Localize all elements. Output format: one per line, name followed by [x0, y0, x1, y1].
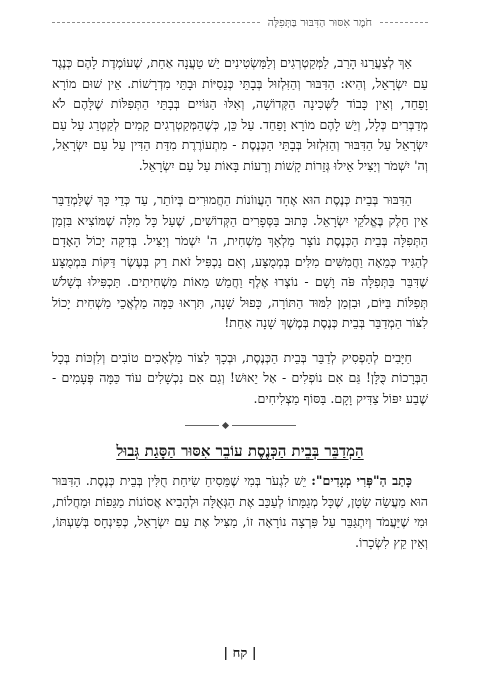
running-title: חֹמֶר אִסּוּר הַדִּבּוּר בַּתְּפִלָּה: [267, 16, 372, 29]
diamond-ornament-icon: [221, 422, 228, 429]
divider-line-left: [185, 425, 219, 426]
paragraph-2: הַדִּבּוּר בְּבֵית כְּנֶסֶת הוּא אֶחָד הָעֲווֹנוֹת הַחֲמוּרִים בְּיוֹתֵר, עַד כְּדֵי כָּךְ שֶׁלַּמְדַבֵּר אֵין חֵלֶק בֶּאֱלֹקֵי יִשְׂרָאֵל. כָּתוּב בַּסְּפָרִים הַקְּדוֹשִׁים, שֶׁעַל כָּל מִלָּה שֶׁמּוֹצִיא בִּזְמַן הַתְּפִלָּה בְּבֵית הַכְּנֶסֶת נוֹצָר מַלְאָךְ מַשְׁחִית, ה' יִשְׁמֹר וְיַצִּיל. בְּדִקָּה יָכוֹל הָאָדָם לְהַגִּיד כְּמֵאָה וַחֲמִשִּׁים מִלִּים בְּמְמֻצָּע, וְאִם נַכְפִּיל זֹאת רַק בְּעֶשֶׂר דַּקּוֹת בִּמְמֻצָּע שֶׁדִּבֵּר בַּתְּפִלָּה פֹּה וָשָׁם - נוֹצְרוּ אֶלֶף וַחֲמֵשׁ מֵאוֹת מַשְׁחִיתִים. תַּכְפִּילוּ בְּשָׁלֹשׁ תְּפִלּוֹת בַּיּוֹם, וּבִזְמַן לִמּוּד הַתּוֹרָה, כָּפוּל שָׁנָה, תִּרְאוּ כַּמָּה מַלְאֲכֵי מַשְׁחִית יָכוֹל לִצּוֹר הַמְדַבֵּר בְּבֵית כְּנֶסֶת בְּמֶשֶׁךְ שָׁנָה אַחַת!: [52, 192, 428, 330]
header-rule-left: [52, 22, 260, 23]
divider-line-right: [232, 425, 296, 426]
source-label: כָּתַב הַ"פְּרִי מְגָדִים":: [311, 473, 412, 488]
section-title: הַמְדַבֵּר בְּבֵית הַכְּנֶסֶת עוֹבֵר אִסּוּר הַסָּגַת גְּבוּל: [116, 442, 364, 460]
running-header: [52, 16, 428, 29]
section-paragraph: [52, 471, 428, 553]
section-divider: [52, 423, 428, 428]
page-number: | קח |: [223, 646, 257, 661]
paragraph-3: חַיָּבִים לְהַפְסִיק לְדַבֵּר בְּבֵית הַכְּנֶסֶת, וּבְכָךְ לִצּוֹר מַלְאָכִים טוֹבִים וְלִזְכּוֹת בְּכָל הַבְּרָכוֹת כֻּלָּן! גַּם אִם נוֹפְלִים - אַל יֵאוּשׁ! וְגַם אִם נִכְשָׁלִים עוֹד כַּמָּה פְּעָמִים - שֶׁבַע יִפּוֹל צַדִּיק וָקָם. בַּסּוֹף מַצְלִיחִים.: [52, 349, 428, 406]
section-body: יֵשׁ לִגְעֹר בְּמִי שֶׁמֵּסִיחַ שִׂיחַת חֻלִּין בְּבֵית כְּנֶסֶת. הַדִּבּוּר הוּא מַעֲשֵׂה שָׂטָן, שֶׁכָּל מְגַמָּתוֹ לְעַכֵּב אֶת הַגְּאֻלָּה וּלְהָבִיא אֲסוֹנוֹת מַגֵּפוֹת וּמַחֲלוֹת, וּמִי שֶׁיַּעֲמֹד וְיִתְגַּבֵּר עַל פִּרְצָה נוֹרָאָה זוֹ, מַצִּיל אֶת עַם יִשְׂרָאֵל, כְּפִינְחָס בְּשַׁעְתּוֹ, וְאֵין קֵץ לִשְׂכָרוֹ.: [52, 473, 428, 550]
paragraph-1: אַךְ לְצַעֲרֵנוּ הָרַב, לַמְּקַטְרְגִים וְלַמַּשְׂטִינִים יֵשׁ טַעֲנָה אַחַת, שֶׁעוֹמֶדֶת לָהֶם כְּנֶגֶד עַם יִשְׂרָאֵל, וְהִיא: הַדִּבּוּר וְהַזִּלְזוּל בְּבָתֵּי כְּנֵסִיּוֹת וּבָתֵּי מִדְרָשׁוֹת. אֵין שׁוּם מוֹרָא וָפַחַד, וְאֵין כָּבוֹד לַשְּׁכִינָה הַקְּדוֹשָׁה, וְאִלּוּ הַגּוֹיִים בְּבָתֵּי הַתְּפִלּוֹת שֶׁלָּהֶם לֹא מְדַבְּרִים כְּלָל, וְיֵשׁ לָהֶם מוֹרָא וָפַחַד. עַל כֵּן, כְּשֶׁהַמְּקַטְרְגִים קָמִים לְקַטְרֵג עַל עַם יִשְׂרָאֵל עַל הַדִּבּוּר וְהַזִּלְזוּל בְּבָתֵּי הַכְּנֶסֶת - מִתְעוֹרֶרֶת מִדַּת הַדִּין עַל עַם יִשְׂרָאֵל, וְה' יִשְׁמֹר וְיַצִּיל אֵילוּ גְּזֵרוֹת קָשׁוֹת וְרָעוֹת בָּאוֹת עַל עַם יִשְׂרָאֵל.: [52, 55, 428, 173]
header-rule-right: [380, 22, 428, 23]
